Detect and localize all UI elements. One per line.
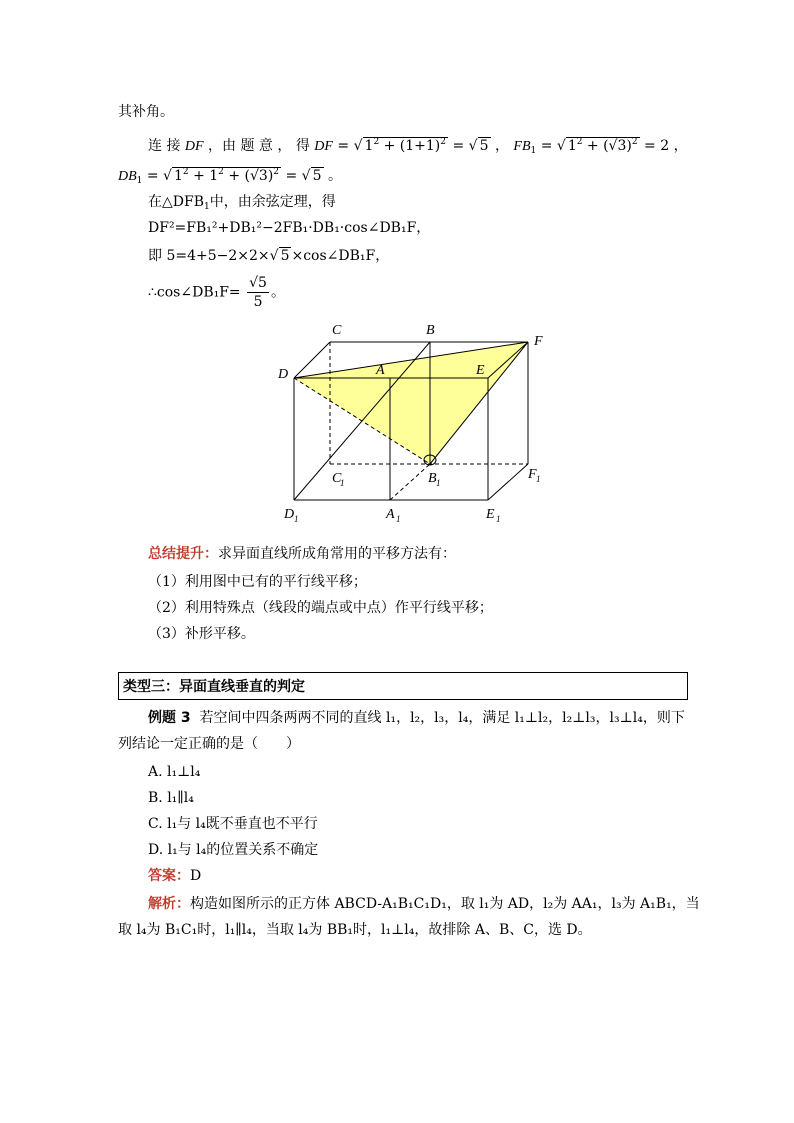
vertex-label: F [534,334,543,349]
answer-label: 答案： [148,868,190,884]
equation-line: $DB_1$ = √ $1^2 + 1^2 + (√3)^2$ = √ 5 。 [118,167,342,186]
vertex-subscript: 1 [536,474,541,484]
fraction-numerator: √5 [249,275,267,291]
vertex-subscript: 1 [294,514,299,524]
example-line: 列结论一定正确的是（ ） [118,736,300,752]
option-a: A. l₁⊥l₄ [148,764,201,780]
fraction-denominator: 5 [253,294,263,310]
summary-item: （1）利用图中已有的平行线平移； [148,574,367,590]
math-var: DF [184,139,204,154]
vertex-label: E [476,363,485,378]
summary-text: 求异面直线所成角常用的平移方法有： [218,546,456,562]
analysis-line: 取 l₄为 B₁C₁时，l₁∥l₄，当取 l₄为 BB₁时，l₁⊥l₄，故排除 A、B、C，选 D。 [118,922,592,938]
equation-line: 连 接 DF ，由 题 意 ， 得 DF = √ $1^2 + (1+1)^2$ = √ 5 ， $FB_1$ = √ $1^2 + (√3)^2 = 2$ ， [148,137,688,156]
analysis-line [148,894,700,914]
vertex-subscript: 1 [340,478,345,488]
equation-line: 即 5=4+5−2×2×√ 5 ×cos∠DB₁F， [148,248,390,264]
text-fragment: ×cos∠DB₁F， [291,248,390,264]
option-d: D. l₁与 l₄的位置关系不确定 [148,842,319,858]
vertex-subscript: 1 [436,478,441,488]
section-title: 类型三：异面直线垂直的判定 [123,679,305,695]
option-c: C. l₁与 l₄既不垂直也不平行 [148,816,318,832]
vertex-label: B [428,471,437,486]
vertex-label: D [278,367,289,382]
option-b: B. l₁∥l₄ [148,790,194,806]
vertex-label: F [528,467,537,482]
vertex-label: C [332,471,342,486]
analysis-label: 解析： [148,896,190,912]
analysis-text: 构造如图所示的正方体 ABCD-A₁B₁C₁D₁，取 l₁为 AD，l₂为 AA₁，l₃为 A₁B₁，当 [190,896,700,912]
summary-title: 总结提升： [148,546,218,562]
vertex-label: C [332,323,342,338]
vertex-subscript: 1 [396,514,401,524]
vertex-label: D [284,507,295,522]
text-fragment: 连 接 [148,138,185,154]
example-label: 例题 3 [148,710,191,726]
text-fragment: 中，由余弦定理，得 [209,194,336,210]
vertex-subscript: 1 [496,514,501,524]
summary-item: （2）利用特殊点（线段的端点或中点）作平行线平移； [148,600,493,616]
vertex-label: A [386,507,395,522]
vertex-label: A [376,363,385,378]
answer-line [148,866,201,886]
text-fragment: 。 [270,284,285,301]
text-fragment: 即 5=4+5−2×2× [148,248,270,264]
summary-line [148,544,456,564]
text-line: 其补角。 [118,104,174,120]
example-text: 若空间中四条两两不同的直线 l₁，l₂，l₃，l₄，满足 l₁⊥l₂，l₂⊥l₃，l₃⊥l₄，则下 [199,710,685,726]
text-fragment: ∴cos∠DB₁F= [148,284,241,301]
section-header [118,672,688,700]
vertex-label: E [486,507,495,522]
summary-item: （3）补形平移。 [148,626,255,642]
text-line: 在$\triangle DFB_1$中，由余弦定理，得 [148,194,336,212]
vertex-label: B [426,323,435,338]
equation-line: DF²=FB₁²+DB₁²−2FB₁·DB₁·cos∠DB₁F， [148,220,431,236]
fraction [247,274,269,311]
geometry-figure [270,318,560,528]
equation-line [148,274,285,311]
text-fragment: ，由 题 意 ， 得 [203,138,315,154]
text-fragment: 在△DFB [148,194,204,210]
answer-value: D [190,868,202,884]
example-line [148,708,685,728]
